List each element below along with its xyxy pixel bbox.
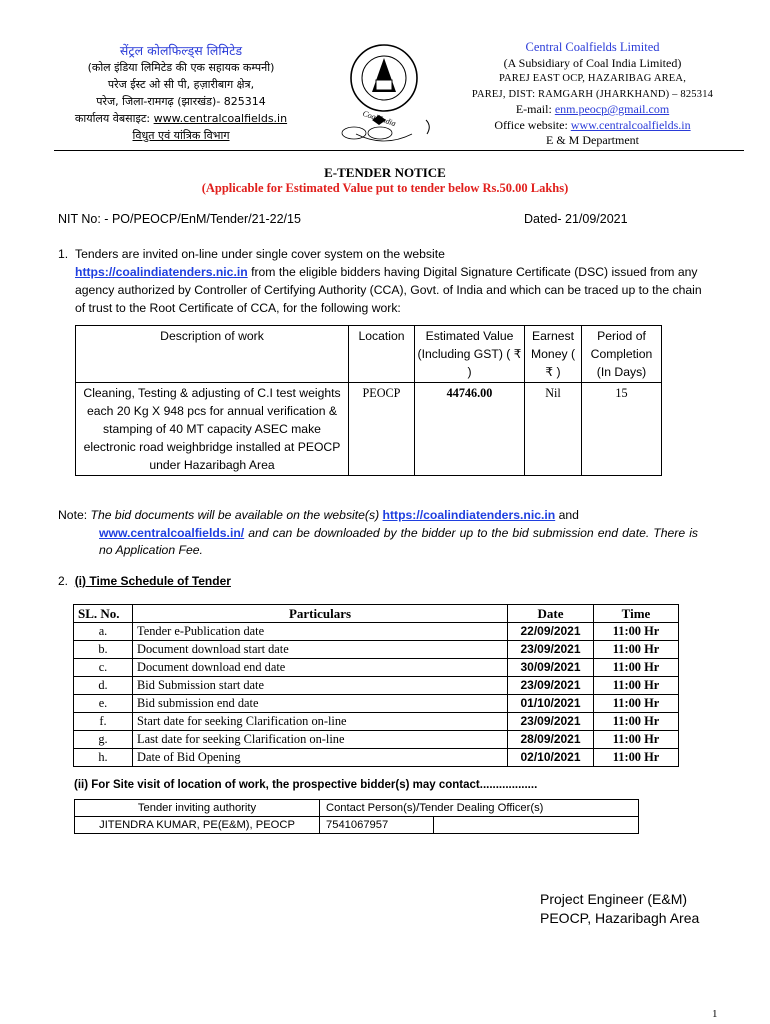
letterhead-english bbox=[445, 40, 740, 149]
signature-line-1: Project Engineer (E&M) bbox=[540, 891, 688, 907]
header-date: Date bbox=[508, 605, 594, 623]
notice-subtitle: (Applicable for Estimated Value put to tender below Rs.50.00 Lakhs) bbox=[201, 181, 569, 195]
note bbox=[58, 507, 698, 560]
header-period: Period of Completion (In Days) bbox=[582, 326, 662, 383]
schedule-date: 23/09/2021 bbox=[508, 713, 594, 731]
email-english bbox=[445, 102, 740, 118]
page-number: 1 bbox=[712, 1008, 718, 1020]
area-english: PAREJ EAST OCP, HAZARIBAG AREA, bbox=[498, 73, 687, 84]
schedule-time: 11:00 Hr bbox=[594, 641, 679, 659]
website-english bbox=[445, 118, 740, 134]
work-period: 15 bbox=[582, 383, 662, 476]
schedule-sl: a. bbox=[74, 623, 133, 641]
schedule-particulars: Date of Bid Opening bbox=[133, 749, 508, 767]
contact-authority: JITENDRA KUMAR, PE(E&M), PEOCP bbox=[75, 817, 320, 834]
contact-phone: 7541067957 bbox=[320, 817, 434, 834]
schedule-sl: b. bbox=[74, 641, 133, 659]
schedule-particulars: Document download end date bbox=[133, 659, 508, 677]
district-english: PAREJ, DIST: RAMGARH (JHARKHAND) – 825314 bbox=[471, 88, 714, 100]
schedule-particulars: Bid Submission start date bbox=[133, 677, 508, 695]
schedule-date: 30/09/2021 bbox=[508, 659, 594, 677]
header-location: Location bbox=[349, 326, 415, 383]
paragraph-text-before: Tenders are invited on-line under single cover system on the website bbox=[75, 247, 445, 261]
schedule-particulars: Document download start date bbox=[133, 641, 508, 659]
schedule-particulars: Start date for seeking Clarification on-line bbox=[133, 713, 508, 731]
subsidiary-hindi: (कोल इंडिया लिमिटेड की एक सहायक कम्पनी) bbox=[87, 61, 275, 74]
header-particulars: Particulars bbox=[133, 605, 508, 623]
table-row bbox=[74, 677, 679, 695]
website-hindi bbox=[36, 110, 326, 127]
work-earnest: Nil bbox=[525, 383, 582, 476]
org-name-english: Central Coalfields Limited bbox=[525, 40, 660, 54]
schedule-time: 11:00 Hr bbox=[594, 677, 679, 695]
header-estimated: Estimated Value (Including GST) ( ₹ ) bbox=[415, 326, 525, 383]
site-visit-heading: (ii) For Site visit of location of work, the prospective bidder(s) may contact.................. bbox=[74, 779, 538, 791]
header-contact: Contact Person(s)/Tender Dealing Officer(s) bbox=[320, 800, 639, 817]
department-english: E & M Department bbox=[546, 133, 639, 147]
schedule-sl: d. bbox=[74, 677, 133, 695]
header-earnest: Earnest Money ( ₹ ) bbox=[525, 326, 582, 383]
note-label: Note: bbox=[58, 508, 88, 522]
header-description: Description of work bbox=[76, 326, 349, 383]
work-description: Cleaning, Testing & adjusting of C.I test weights each 20 Kg X 948 pcs for annual verification & stamping of 40 MT capacity ASEC make electronic road weighbridge installed at PEOCP under Hazaribagh Area bbox=[76, 383, 349, 476]
area-hindi: परेज ईस्ट ओ सी पी, हज़ारीबाग क्षेत्र, bbox=[107, 78, 255, 91]
department-hindi: विधुत एवं यांत्रिक विभाग bbox=[132, 129, 230, 142]
district-hindi: परेज, जिला-रामगढ़ (झारखंड)- 825314 bbox=[96, 95, 266, 108]
work-location: PEOCP bbox=[349, 383, 415, 476]
table-row bbox=[74, 731, 679, 749]
schedule-time: 11:00 Hr bbox=[594, 713, 679, 731]
schedule-time: 11:00 Hr bbox=[594, 659, 679, 677]
schedule-date: 23/09/2021 bbox=[508, 641, 594, 659]
notice-date: Dated- 21/09/2021 bbox=[524, 212, 628, 226]
header-time: Time bbox=[594, 605, 679, 623]
header-sl: SL. No. bbox=[74, 605, 133, 623]
table-row bbox=[74, 713, 679, 731]
schedule-particulars: Tender e-Publication date bbox=[133, 623, 508, 641]
schedule-sl: c. bbox=[74, 659, 133, 677]
table-row bbox=[74, 749, 679, 767]
website-label-hindi: कार्यालय वेबसाइट: bbox=[74, 112, 151, 125]
org-name-hindi: सेंट्रल कोलफिल्ड्स लिमिटेड bbox=[119, 43, 243, 58]
paragraph-text-after: from the eligible bidders having Digital Signature Certificate (DSC) issued from any agency authorized by Controller of Certifying Authority (CCA), Govt. of India and which can be traced up to the chain of trust to the Root Certificate of CCA, for the following work: bbox=[75, 265, 702, 315]
schedule-date: 01/10/2021 bbox=[508, 695, 594, 713]
section-2-heading bbox=[58, 574, 231, 588]
tenders-link[interactable]: https://coalindiatenders.nic.in bbox=[75, 265, 248, 279]
logo-text: Coal India bbox=[361, 108, 398, 129]
note-link-2[interactable]: www.centralcoalfields.in/ bbox=[99, 525, 245, 540]
table-row bbox=[74, 659, 679, 677]
email-label: E-mail: bbox=[515, 102, 552, 116]
signature-block bbox=[540, 890, 699, 928]
website-link-hindi[interactable]: www.centralcoalfields.in bbox=[153, 112, 288, 125]
section-2-number: 2. bbox=[58, 574, 69, 588]
section-2-title: (i) Time Schedule of Tender bbox=[74, 574, 231, 588]
schedule-sl: h. bbox=[74, 749, 133, 767]
schedule-time: 11:00 Hr bbox=[594, 731, 679, 749]
paragraph-number: 1. bbox=[58, 247, 69, 261]
note-text-2: and bbox=[558, 508, 579, 522]
letterhead-hindi bbox=[36, 42, 326, 144]
table-row bbox=[74, 641, 679, 659]
paragraph-1 bbox=[58, 245, 708, 317]
schedule-header bbox=[74, 605, 679, 623]
schedule-date: 22/09/2021 bbox=[508, 623, 594, 641]
schedule-date: 02/10/2021 bbox=[508, 749, 594, 767]
work-estimated: 44746.00 bbox=[415, 383, 525, 476]
work-table bbox=[75, 325, 662, 476]
signature-line-2: PEOCP, Hazaribagh Area bbox=[540, 910, 700, 926]
work-table-header bbox=[76, 326, 662, 383]
table-row bbox=[74, 695, 679, 713]
schedule-time: 11:00 Hr bbox=[594, 695, 679, 713]
table-row bbox=[75, 817, 639, 834]
letterhead-divider bbox=[54, 150, 744, 151]
email-link[interactable]: enm.peocp@gmail.com bbox=[554, 102, 670, 116]
subsidiary-english: (A Subsidiary of Coal India Limited) bbox=[503, 55, 682, 70]
schedule-sl: g. bbox=[74, 731, 133, 749]
schedule-particulars: Last date for seeking Clarification on-line bbox=[133, 731, 508, 749]
schedule-sl: f. bbox=[74, 713, 133, 731]
schedule-table bbox=[73, 604, 679, 767]
website-link-english[interactable]: www.centralcoalfields.in bbox=[570, 117, 691, 132]
note-text-1: The bid documents will be available on the website(s) bbox=[90, 508, 380, 522]
schedule-particulars: Bid submission end date bbox=[133, 695, 508, 713]
note-text-3: and can be downloaded by the bidder up to the bid submission end date. There is no Application Fee. bbox=[99, 525, 698, 557]
note-link-1[interactable]: https://coalindiatenders.nic.in bbox=[382, 508, 556, 522]
table-row bbox=[76, 383, 662, 476]
website-label-english: Office website: bbox=[494, 117, 568, 132]
table-row bbox=[74, 623, 679, 641]
schedule-rows bbox=[74, 623, 679, 767]
header-authority: Tender inviting authority bbox=[75, 800, 320, 817]
contact-table bbox=[74, 799, 639, 834]
contact-header bbox=[75, 800, 639, 817]
nit-number: NIT No: - PO/PEOCP/EnM/Tender/21-22/15 bbox=[58, 212, 301, 226]
schedule-sl: e. bbox=[74, 695, 133, 713]
notice-title: E-TENDER NOTICE bbox=[324, 165, 446, 180]
schedule-time: 11:00 Hr bbox=[594, 623, 679, 641]
contact-extra bbox=[434, 817, 639, 834]
schedule-time: 11:00 Hr bbox=[594, 749, 679, 767]
cil-logo bbox=[332, 36, 442, 156]
schedule-date: 28/09/2021 bbox=[508, 731, 594, 749]
schedule-date: 23/09/2021 bbox=[508, 677, 594, 695]
